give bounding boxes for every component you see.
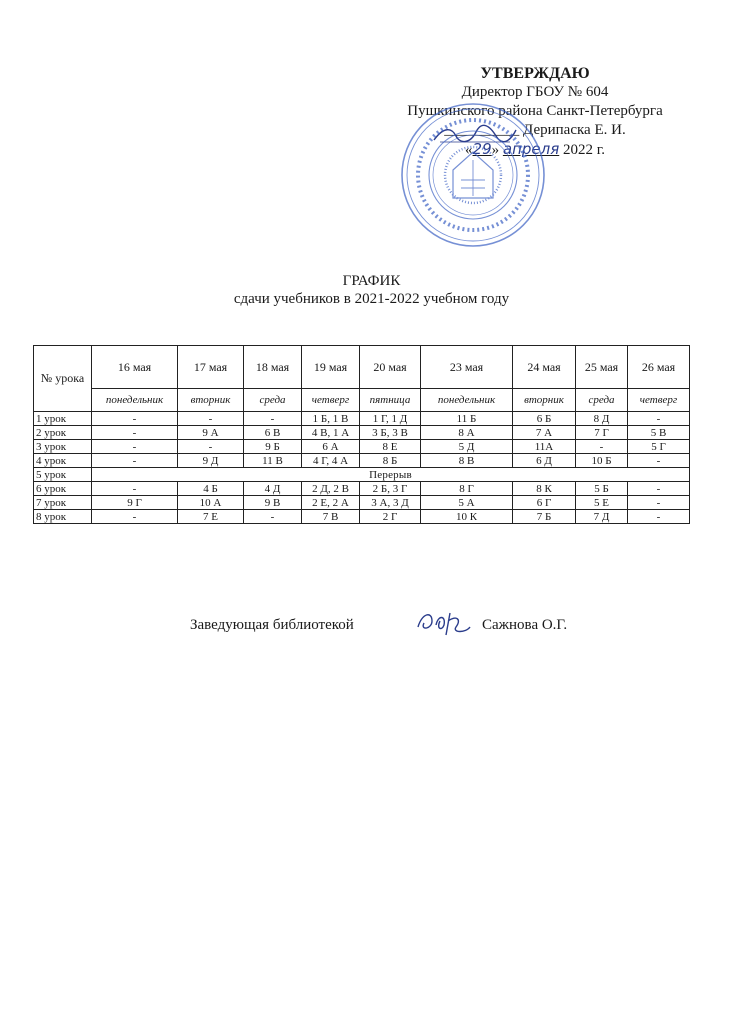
table-cell: 3 Б, 3 В	[360, 426, 421, 440]
lesson-label: 7 урок	[34, 496, 92, 510]
table-cell: 4 Д	[244, 482, 302, 496]
title-line-1: ГРАФИК	[342, 273, 401, 289]
table-cell: 5 Б	[576, 482, 628, 496]
table-cell: 1 Г, 1 Д	[360, 412, 421, 426]
table-cell: 2 Г	[360, 510, 421, 524]
table-cell: -	[628, 454, 690, 468]
librarian-role: Заведующая библиотекой	[190, 617, 354, 633]
schedule-table	[33, 345, 690, 524]
table-cell: 2 Е, 2 А	[302, 496, 360, 510]
table-cell: 6 Б	[513, 412, 576, 426]
lesson-number-header: № урока	[34, 346, 92, 412]
table-cell: 11А	[513, 440, 576, 454]
date-month: апреля	[502, 140, 560, 158]
weekday-header: пятница	[360, 389, 421, 412]
date-header: 24 мая	[513, 346, 576, 389]
document-title	[0, 272, 743, 308]
table-cell: 1 Б, 1 В	[302, 412, 360, 426]
table-cell: 4 Б	[178, 482, 244, 496]
lesson-label: 3 урок	[34, 440, 92, 454]
weekday-header: понедельник	[92, 389, 178, 412]
table-cell: 11 Б	[421, 412, 513, 426]
lesson-label: 8 урок	[34, 510, 92, 524]
table-cell: 2 Б, 3 Г	[360, 482, 421, 496]
date-header: 17 мая	[178, 346, 244, 389]
table-cell: -	[628, 496, 690, 510]
table-cell: 7 В	[302, 510, 360, 524]
table-cell: -	[628, 412, 690, 426]
date-header: 20 мая	[360, 346, 421, 389]
table-row	[34, 426, 690, 440]
table-cell: 4 Г, 4 А	[302, 454, 360, 468]
table-cell: 10 А	[178, 496, 244, 510]
weekday-header: четверг	[302, 389, 360, 412]
table-cell: 8 Б	[360, 454, 421, 468]
table-cell: 8 В	[421, 454, 513, 468]
table-cell: 4 В, 1 А	[302, 426, 360, 440]
lesson-label: 2 урок	[34, 426, 92, 440]
director-signature-icon	[430, 122, 520, 148]
table-cell: 5 Е	[576, 496, 628, 510]
weekday-header: среда	[244, 389, 302, 412]
librarian-signature-icon	[412, 605, 476, 639]
title-line-2: сдачи учебников в 2021-2022 учебном году	[233, 291, 510, 307]
table-cell: 7 А	[513, 426, 576, 440]
table-cell: -	[178, 440, 244, 454]
footer-signature-block	[190, 617, 610, 639]
table-cell: -	[244, 412, 302, 426]
table-cell: 7 Г	[576, 426, 628, 440]
table-cell: 6 Д	[513, 454, 576, 468]
table-cell: -	[244, 510, 302, 524]
table-cell: 8 К	[513, 482, 576, 496]
table-row	[34, 412, 690, 426]
weekday-header: четверг	[628, 389, 690, 412]
table-cell: -	[92, 482, 178, 496]
weekday-header: вторник	[178, 389, 244, 412]
date-quote-close: »	[491, 142, 500, 158]
table-cell: 2 Д, 2 В	[302, 482, 360, 496]
table-cell: -	[92, 510, 178, 524]
date-header: 23 мая	[421, 346, 513, 389]
librarian-name: Сажнова О.Г.	[482, 617, 568, 633]
weekday-header: понедельник	[421, 389, 513, 412]
table-cell: -	[92, 454, 178, 468]
table-cell: -	[92, 412, 178, 426]
date-quote-open: «	[465, 142, 473, 158]
date-header: 19 мая	[302, 346, 360, 389]
lesson-label: 5 урок	[34, 468, 92, 482]
table-cell: 3 А, 3 Д	[360, 496, 421, 510]
table-cell: -	[628, 510, 690, 524]
director-name: Дерипаска Е. И.	[523, 122, 626, 138]
table-cell: 10 Б	[576, 454, 628, 468]
table-cell: 5 А	[421, 496, 513, 510]
lesson-label: 4 урок	[34, 454, 92, 468]
date-header: 25 мая	[576, 346, 628, 389]
table-cell: 5 Г	[628, 440, 690, 454]
approval-block	[380, 64, 690, 160]
table-cell: 5 Д	[421, 440, 513, 454]
date-year: 2022 г.	[563, 142, 605, 158]
table-cell: 7 Д	[576, 510, 628, 524]
table-row	[34, 510, 690, 524]
table-cell: 5 В	[628, 426, 690, 440]
table-cell: 8 Д	[576, 412, 628, 426]
table-cell: 9 А	[178, 426, 244, 440]
weekday-header: среда	[576, 389, 628, 412]
table-cell: 9 Б	[244, 440, 302, 454]
date-header: 16 мая	[92, 346, 178, 389]
date-header: 26 мая	[628, 346, 690, 389]
table-cell: 6 Г	[513, 496, 576, 510]
approval-heading: УТВЕРЖДАЮ	[480, 65, 590, 82]
table-row	[34, 454, 690, 468]
table-cell: 6 А	[302, 440, 360, 454]
date-day: 29	[472, 140, 492, 158]
school-district: Пушкинского района Санкт-Петербурга	[407, 103, 663, 119]
table-cell: -	[628, 482, 690, 496]
table-row	[34, 482, 690, 496]
break-cell: Перерыв	[92, 468, 690, 482]
date-header: 18 мая	[244, 346, 302, 389]
signature-blank: __________	[444, 122, 520, 138]
table-cell: -	[178, 412, 244, 426]
table-cell: 9 В	[244, 496, 302, 510]
table-cell: -	[576, 440, 628, 454]
director-position: Директор ГБОУ № 604	[461, 84, 609, 100]
table-cell: 6 В	[244, 426, 302, 440]
table-cell: -	[92, 440, 178, 454]
table-row	[34, 440, 690, 454]
table-cell: 8 Г	[421, 482, 513, 496]
table-row-break	[34, 468, 690, 482]
weekday-header: вторник	[513, 389, 576, 412]
table-cell: 9 Д	[178, 454, 244, 468]
director-signature-line	[380, 121, 690, 140]
lesson-label: 6 урок	[34, 482, 92, 496]
table-cell: 9 Г	[92, 496, 178, 510]
table-cell: 11 В	[244, 454, 302, 468]
table-cell: 7 Б	[513, 510, 576, 524]
table-cell: 8 А	[421, 426, 513, 440]
lesson-label: 1 урок	[34, 412, 92, 426]
table-cell: -	[92, 426, 178, 440]
table-row	[34, 496, 690, 510]
table-cell: 8 Е	[360, 440, 421, 454]
approval-date	[380, 140, 690, 160]
table-cell: 7 Е	[178, 510, 244, 524]
table-cell: 10 К	[421, 510, 513, 524]
